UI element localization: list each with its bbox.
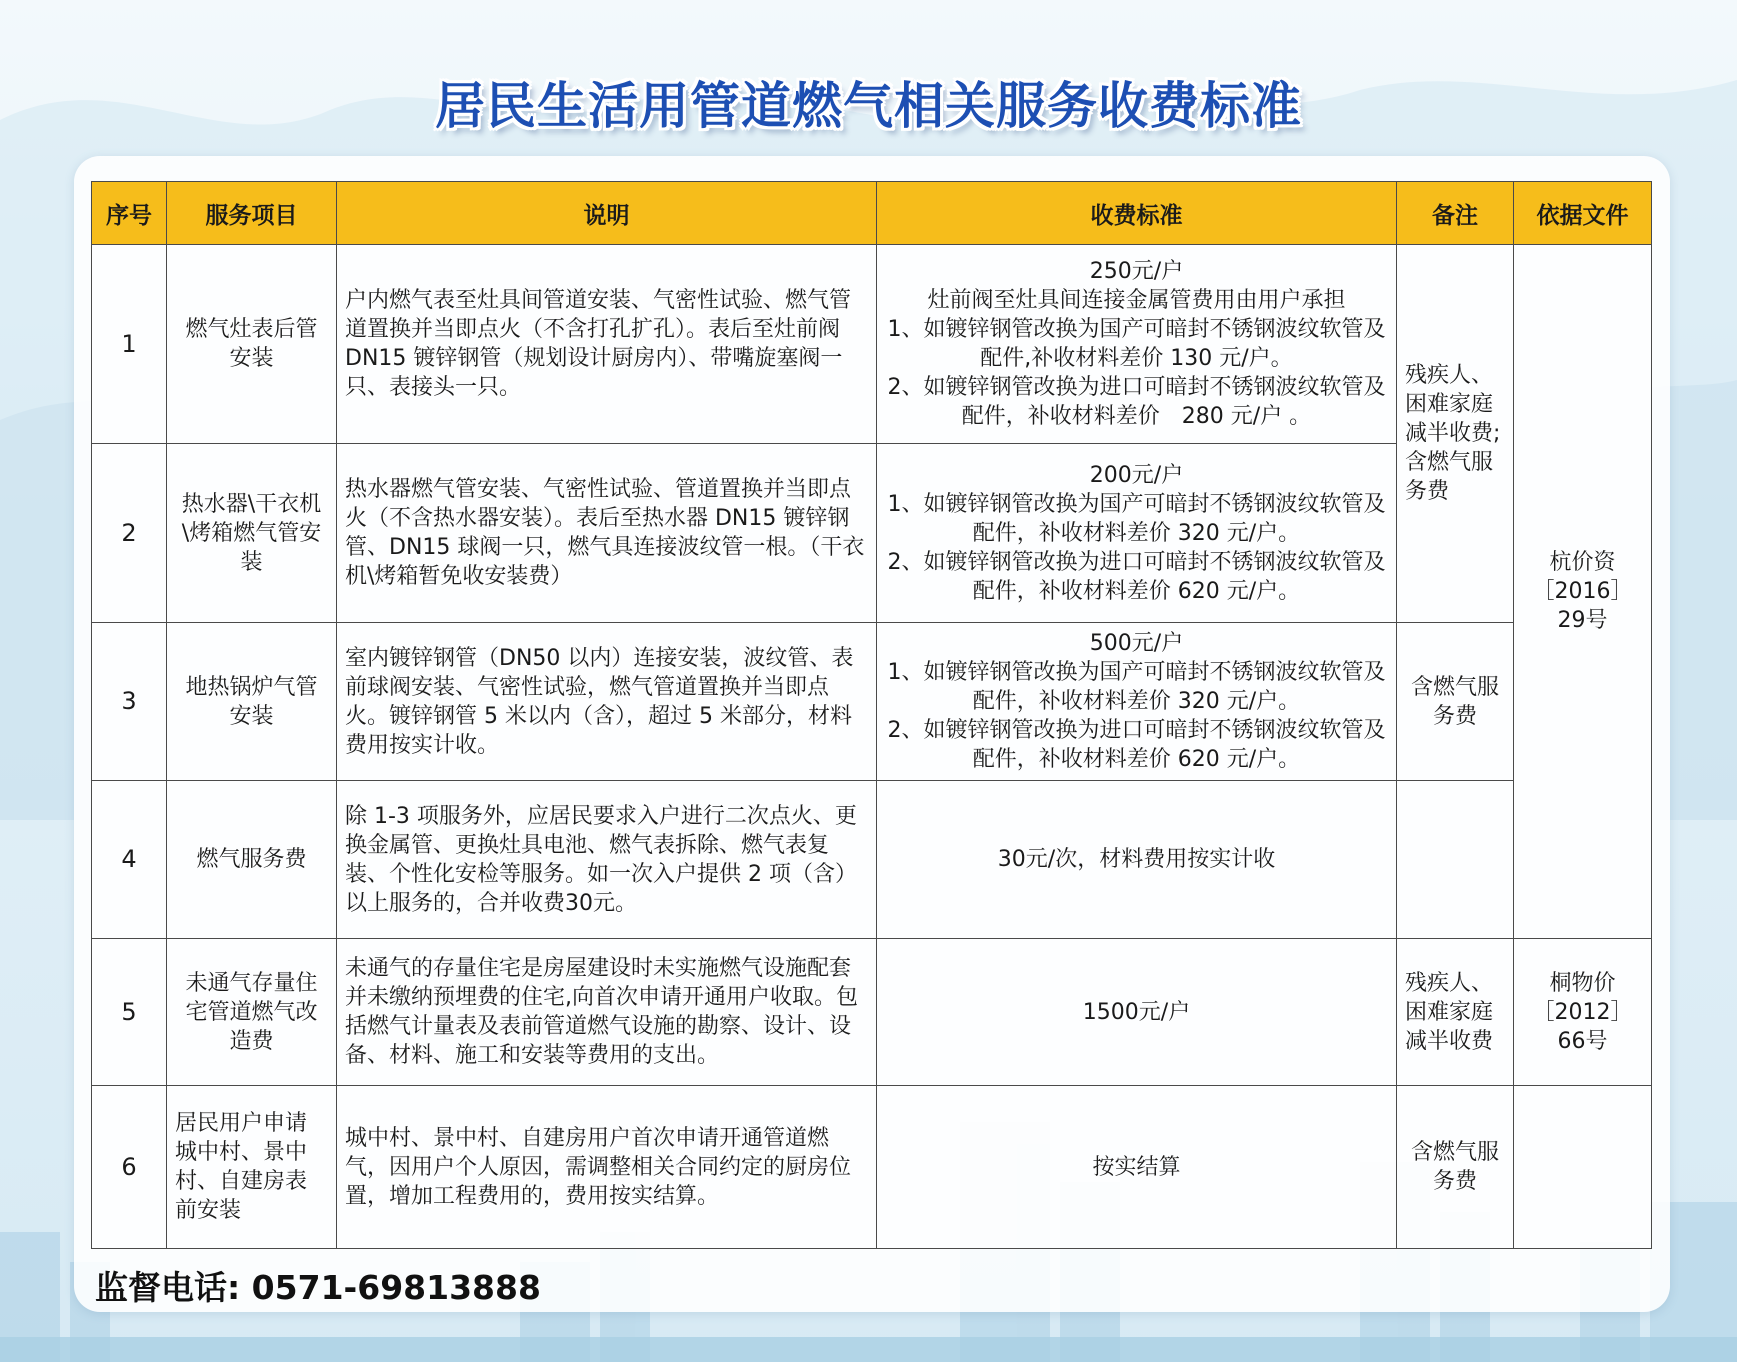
doc-line: 66号 [1557,1028,1608,1054]
fee-line: 1、如镀锌钢管改换为国产可暗封不锈钢波纹软管及配件,补收材料差价 130 元/户。 [887,317,1386,371]
header-note: 备注 [1397,182,1514,245]
row-item: 热水器\干衣机\烤箱燃气管安装 [167,444,337,623]
row-no: 3 [92,623,167,781]
fee-line: 1、如镀锌钢管改换为国产可暗封不锈钢波纹软管及配件，补收材料差价 320 元/户。 [887,491,1386,546]
row-fee [877,623,1397,781]
doc-line: 桐物价 [1549,970,1616,996]
table-row [92,245,1652,444]
header-doc: 依据文件 [1514,182,1652,245]
row-item: 燃气服务费 [167,781,337,939]
row-desc: 户内燃气表至灶具间管道安装、气密性试验、燃气管道置换并当即点火（不含打孔扩孔）。表后至灶前阀 DN15 镀锌钢管（规划设计厨房内）、带嘴旋塞阀一只、表接头一只。 [337,245,877,444]
fee-line: 30元/次，材料费用按实计收 [997,847,1276,872]
fee-line: 2、如镀锌钢管改换为进口可暗封不锈钢波纹软管及配件，补收材料差价 620 元/户。 [887,718,1386,772]
row-desc: 城中村、景中村、自建房用户首次申请开通管道燃气，因用户个人原因，需调整相关合同约定的厨房位置，增加工程费用的，费用按实结算。 [337,1086,877,1249]
row-desc: 热水器燃气管安装、气密性试验、管道置换并当即点火（不含热水器安装）。表后至热水器 DN15 镀锌钢管、DN15 球阀一只，燃气具连接波纹管一根。（干衣机\烤箱暂免收安装费） [337,444,877,623]
row-item: 燃气灶表后管安装 [167,245,337,444]
fee-line: 500元/户 [1089,631,1184,656]
row-fee [877,781,1397,939]
table-header-row [92,182,1652,245]
row-item: 地热锅炉气管安装 [167,623,337,781]
table-row [92,781,1652,939]
row-no: 1 [92,245,167,444]
doc-line: 杭价资 [1549,550,1616,575]
row-doc-empty [1514,1086,1652,1249]
doc-line: ［2012］ [1532,999,1633,1025]
row-fee [877,444,1397,623]
row-doc [1514,939,1652,1086]
doc-line: ［2016］ [1532,579,1633,604]
fee-line: 1、如镀锌钢管改换为国产可暗封不锈钢波纹软管及配件，补收材料差价 320 元/户。 [887,660,1386,714]
doc-line: 29号 [1557,608,1608,633]
row-fee [877,1086,1397,1249]
header-item: 服务项目 [167,182,337,245]
supervision-phone: 监督电话: 0571-69813888 [95,1268,541,1307]
table-row [92,623,1652,781]
row-no: 4 [92,781,167,939]
row-note: 残疾人、困难家庭减半收费 [1397,939,1514,1086]
row-fee [877,939,1397,1086]
row-desc: 除 1-3 项服务外，应居民要求入户进行二次点火、更换金属管、更换灶具电池、燃气表拆除、燃气表复装、个性化安检等服务。如一次入户提供 2 项（含）以上服务的，合并收费30元。 [337,781,877,939]
header-no: 序号 [92,182,167,245]
fee-line: 250元/户 [1089,259,1184,284]
row-note-empty [1397,781,1514,939]
fee-table [91,181,1652,1249]
row-item: 居民用户申请城中村、景中村、自建房表前安装 [167,1086,337,1249]
header-desc: 说明 [337,182,877,245]
row-no: 2 [92,444,167,623]
row-no: 5 [92,939,167,1086]
fee-line: 2、如镀锌钢管改换为进口可暗封不锈钢波纹软管及配件，补收材料差价 620 元/户。 [887,549,1386,604]
fee-line: 1500元/户 [1082,999,1191,1025]
row-desc: 室内镀锌钢管（DN50 以内）连接安装，波纹管、表前球阀安装、气密性试验，燃气管道置换并当即点火。镀锌钢管 5 米以内（含），超过 5 米部分，材料费用按实计收。 [337,623,877,781]
header-fee: 收费标准 [877,182,1397,245]
row-note: 含燃气服务费 [1397,1086,1514,1249]
row-note: 残疾人、困难家庭减半收费;含燃气服务费 [1397,245,1514,623]
table-row [92,1086,1652,1249]
fee-line: 灶前阀至灶具间连接金属管费用由用户承担 [927,288,1346,313]
fee-line: 按实结算 [1092,1154,1181,1180]
table-row [92,939,1652,1086]
row-item: 未通气存量住宅管道燃气改造费 [167,939,337,1086]
page-title: 居民生活用管道燃气相关服务收费标准 [435,77,1302,135]
row-fee [877,245,1397,444]
row-no: 6 [92,1086,167,1249]
row-doc [1514,245,1652,939]
row-desc: 未通气的存量住宅是房屋建设时未实施燃气设施配套并未缴纳预埋费的住宅,向首次申请开通用户收取。包括燃气计量表及表前管道燃气设施的勘察、设计、设备、材料、施工和安装等费用的支出。 [337,939,877,1086]
fee-line: 2、如镀锌钢管改换为进口可暗封不锈钢波纹软管及配件，补收材料差价 280 元/户 。 [887,375,1386,429]
fee-line: 200元/户 [1089,462,1184,488]
row-note: 含燃气服务费 [1397,623,1514,781]
